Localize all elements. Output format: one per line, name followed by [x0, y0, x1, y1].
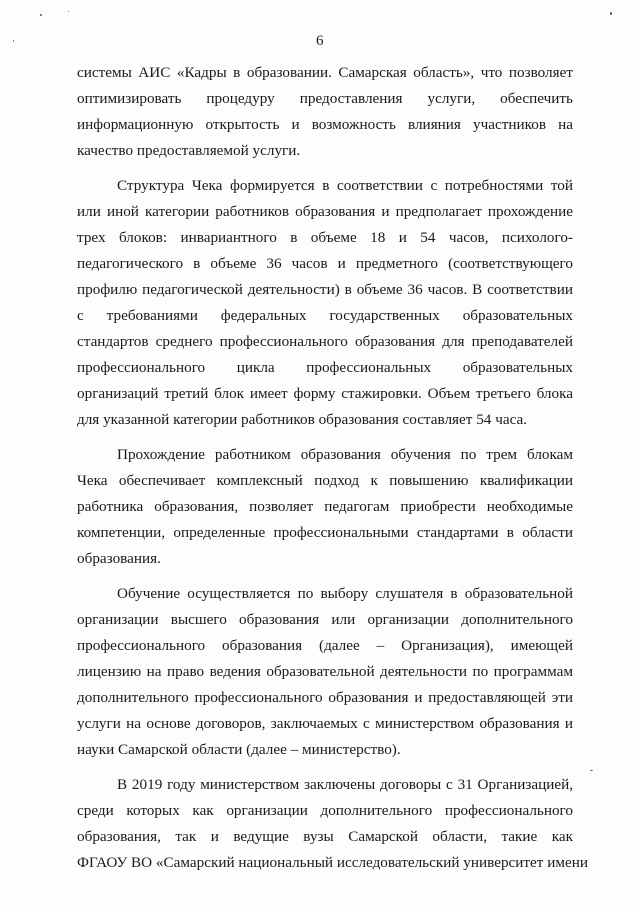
text-line: педагогического в объеме 36 часов и предметного (соответствующего [77, 255, 573, 272]
text-line: организаций третий блок имеет форму стажировки. Объем третьего блока [77, 385, 573, 402]
text-line: Чека обеспечивает комплексный подход к повышению квалификации [77, 472, 573, 489]
text-line: профилю педагогической деятельности) в объеме 36 часов. В соответствии [77, 281, 573, 298]
text-line: качество предоставляемой услуги. [77, 142, 301, 159]
text-line: стандартов среднего профессионального образования для преподавателей [77, 333, 573, 350]
text-line: системы АИС «Кадры в образовании. Самарская область», что позволяет [77, 64, 573, 81]
paragraph-5 [77, 772, 588, 876]
paragraph-4 [77, 581, 573, 763]
text-line: работника образования, позволяет педагогам приобрести необходимые [77, 498, 573, 515]
text-line: или иной категории работников образования и предполагает прохождение [77, 203, 573, 220]
text-line: дополнительного профессионального образования и предоставляющей эти [77, 689, 573, 706]
text-line: среди которых как организации дополнительного профессионального [77, 802, 573, 819]
text-line: ФГАОУ ВО «Самарский национальный исследовательский университет имени [77, 854, 588, 871]
text-line: услуги на основе договоров, заключаемых с министерством образования и [77, 715, 573, 732]
text-line: с требованиями федеральных государственных образовательных [77, 307, 573, 324]
page-number: 6 [316, 33, 324, 49]
text-line: организации высшего образования или организации дополнительного [77, 611, 573, 628]
text-line: науки Самарской области (далее – министерство). [77, 741, 401, 758]
scan-speck [590, 770, 593, 771]
paragraph-2 [77, 173, 573, 433]
paragraph-1 [77, 60, 573, 164]
scan-speck [610, 12, 612, 15]
text-line: для указанной категории работников образования составляет 54 часа. [77, 411, 528, 428]
text-line: информационную открытость и возможность влияния участников на [77, 116, 573, 133]
text-line: Обучение осуществляется по выбору слушателя в образовательной [117, 585, 573, 602]
body-text [77, 60, 588, 876]
scan-speck [68, 11, 69, 12]
paragraph-3 [77, 442, 573, 572]
text-line: оптимизировать процедуру предоставления услуги, обеспечить [77, 90, 573, 107]
text-line: Структура Чека формируется в соответствии с потребностями той [117, 177, 573, 194]
text-line: Прохождение работником образования обучения по трем блокам [117, 446, 573, 463]
text-line: образования. [77, 550, 161, 567]
text-line: профессионального цикла профессиональных образовательных [77, 359, 573, 376]
text-line: трех блоков: инвариантного в объеме 18 и 54 часов, психолого- [77, 229, 573, 246]
scan-speck [40, 14, 42, 16]
text-line: В 2019 году министерством заключены договоры с 31 Организацией, [117, 776, 573, 793]
text-line: образования, так и ведущие вузы Самарской области, такие как [77, 828, 573, 845]
text-line: лицензию на право ведения образовательной деятельности по программам [77, 663, 573, 680]
text-line: компетенции, определенные профессиональными стандартами в области [77, 524, 573, 541]
text-line: профессионального образования (далее – Организация), имеющей [77, 637, 573, 654]
